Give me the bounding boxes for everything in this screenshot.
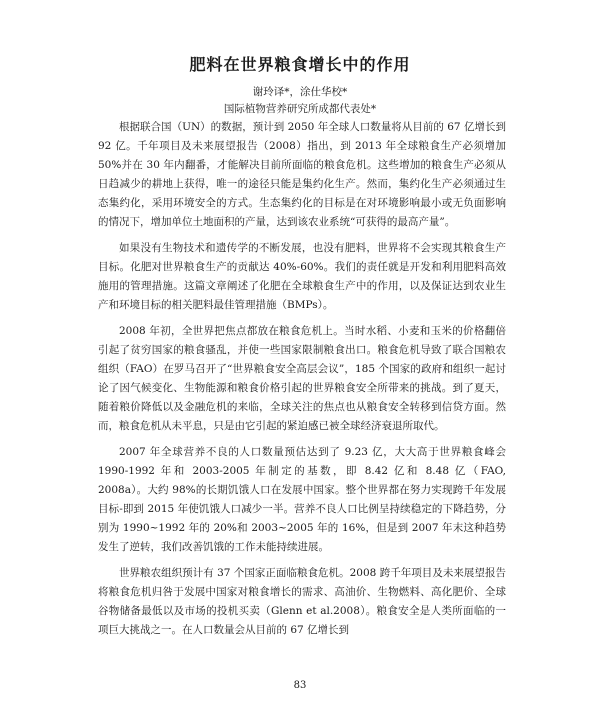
author-line: 谢玲译*，涂仕华校* — [252, 86, 348, 98]
paragraph: 2007 年全球营养不良的人口数量预估达到了 9.23 亿，大大高于世界粮食峰会 1990-1992 年和 2003-2005 年制定的基数，即 8.42 亿和 8.48 亿（FAO, 2008a）。大约 98%的长期饥饿人口在发展中国家。整个世界都在努力实现跨千年发展目标-即到 2015 年使饥饿人口减少一半。营养不良人口比例呈持续稳定的下降趋势，分别为 1990~1992 年的 20%和 2003~2005 年的 16%，但是到 2007 年末这种趋势发生了逆转，我们改善饥饿的工作未能持续进展。 — [98, 446, 506, 553]
affiliation-line: 国际植物营养研究所成都代表处* — [223, 103, 377, 115]
paper-title: 肥料在世界粮食增长中的作用 — [189, 55, 411, 74]
paragraph: 2008 年初，全世界把焦点都放在粮食危机上。当时水稻、小麦和玉米的价格翻倍引起了贫穷国家的粮食骚乱，并使一些国家限制粮食出口。粮食危机导致了联合国粮农组织（FAO）在罗马召开了“世界粮食安全高层会议”，185 个国家的政府和组织一起讨论了因气候变化、生物能源和粮食价格引起的世界粮食安全所带来的挑战。到了夏天，随着粮价降低以及金融危机的来临，全球关注的焦点也从粮食安全转移到信贷方面。然而，粮食危机从未平息，只是由它引起的紧迫感已被全球经济衰退所取代。 — [98, 325, 506, 432]
paragraph: 根据联合国（UN）的数据，预计到 2050 年全球人口数量将从目前的 67 亿增长到 92 亿。千年项目及未来展望报告（2008）指出，到 2013 年全球粮食生产必须增加 50%并在 30 年内翻番，才能解决目前所面临的粮食危机。这些增加的粮食生产必须从日趋减少的耕地上获得，唯一的途径只能是集约化生产。然而，集约化生产必须通过生态集约化，采用环境安全的方式。生态集约化的目标是在对环境影响最小或无负面影响的情况下，增加单位土地面积的产量，达到该农业系统“可获得的最高产量”。 — [98, 121, 506, 228]
paragraph: 世界粮农组织预计有 37 个国家正面临粮食危机。2008 跨千年项目及未来展望报告将粮食危机归咎于发展中国家对粮食增长的需求、高油价、生物燃料、高化肥价、全球谷物储备最低以及市场的投机买卖（Glenn et al.2008）。粮食安全是人类所面临的一项巨大挑战之一。在人口数量会从目前的 67 亿增长到 — [98, 567, 506, 636]
page-number: 83 — [293, 680, 307, 691]
paragraph: 如果没有生物技术和遗传学的不断发展，也没有肥料，世界将不会实现其粮食生产目标。化肥对世界粮食生产的贡献达 40%-60%。我们的责任就是开发和利用肥料高效施用的管理措施。这篇文章阐述了化肥在全球粮食生产中的作用，以及保证达到农业生产和环境目标的相关肥料最佳管理措施（BMPs）。 — [98, 242, 506, 311]
body-text — [98, 118, 506, 647]
